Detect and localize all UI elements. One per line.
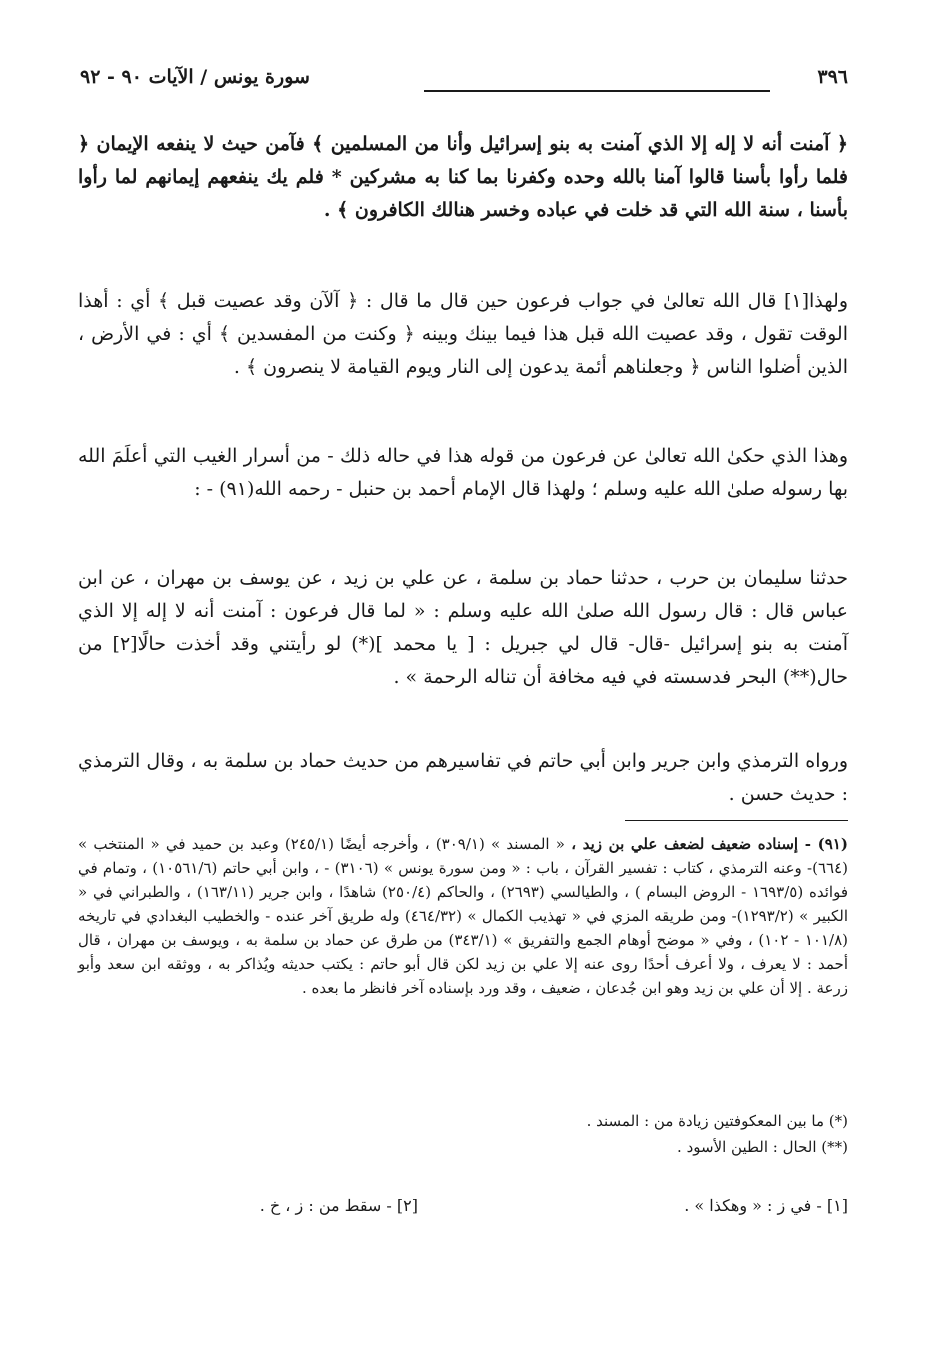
paragraph-narration-intro: وهذا الذي حكىٰ الله تعالىٰ عن فرعون من قوله هذا في حاله ذلك - من أسرار الغيب التي أعلَمَ الله بها رسوله صلىٰ الله عليه وسلم ؛ ولهذا قال الإمام أحمد بن حنبل - رحمه الله(٩١) - : — [78, 445, 848, 500]
apparatus-note-1: [١] - في ز : « وهكذا » . — [684, 1196, 848, 1215]
footnote-91 — [78, 832, 848, 1000]
paragraph-hadith: حدثنا سليمان بن حرب ، حدثنا حماد بن سلمة ، عن علي بن زيد ، عن يوسف بن مهران ، عن ابن عباس قال : قال رسول الله صلىٰ الله عليه وسلم : « لما قال فرعون : آمنت أنه لا إله إلا الذي آمنت به بنو إسرائيل -قال- قال لي جبريل : [ يا محمد ](*) لو رأيتني وقد أخذت حالًا[٢] من حال(**) البحر فدسسته في فيه مخافة أن تناله الرحمة » . — [78, 567, 849, 688]
editor-note-star: (*) ما بين المعكوفتين زيادة من : المسند . — [586, 1112, 848, 1130]
footnote-divider — [625, 820, 848, 821]
page-header — [80, 66, 848, 102]
editor-note-double-star: (**) الحال : الطين الأسود . — [677, 1138, 848, 1156]
paragraph-quran-verse: ﴿ آمنت أنه لا إله إلا الذي آمنت به بنو إسرائيل وأنا من المسلمين ﴾ فآمن حيث لا ينفعه الإيمان ﴿ فلما رأوا بأسنا قالوا آمنا بالله وحده وكفرنا بما كنا به مشركين * فلم يك ينفعهم إيمانهم لما رأوا بأسنا ، سنة الله التي قد خلت في عباده وخسر هنالك الكافرون ﴾ . — [78, 133, 848, 221]
page-number: ٣٩٦ — [817, 66, 848, 88]
footnotes — [78, 832, 848, 1000]
paragraph-tirmidhi: ورواه الترمذي وابن جرير وابن أبي حاتم في تفاسيرهم من حديث حماد بن سلمة به ، وقال الترمذي : حديث حسن . — [78, 750, 848, 805]
editor-notes — [78, 1108, 848, 1160]
main-text-block-4 — [78, 562, 848, 694]
main-text-block-3 — [78, 440, 848, 506]
footnote-label: (٩١) - إسناده ضعيف لضعف علي بن زيد ، — [571, 835, 848, 853]
running-title: سورة يونس / الآيات ٩٠ - ٩٢ — [80, 66, 310, 88]
main-text-block-5 — [78, 745, 848, 811]
apparatus-note-2: [٢] - سقط من : ز ، خ . — [259, 1196, 418, 1215]
critical-apparatus — [78, 1196, 848, 1224]
header-rule — [424, 90, 770, 92]
footnote-text: « المسند » (٣٠٩/١) ، وأخرجه أيضًا (٢٤٥/١) وعبد بن حميد في « المنتخب » (٦٦٤)- وعنه الترمذي ، كتاب : تفسير القرآن ، باب : « ومن سورة يونس » (٣١٠٦) - ، وابن أبي حاتم (١٠٥٦١/٦) ، وتمام في فوائده (١٦٩٣/٥ - الروض البسام ) ، والطيالسي (٢٦٩٣) ، والحاكم (٢٥٠/٤) شاهدًا ، وابن جرير (١٦٣/١١) ، والطبراني في « الكبير » (١٢٩٣/٢)- ومن طريقه المزي في « تهذيب الكمال » (٤٦٤/٣٢) وله طريق آخر عنده - والخطيب البغدادي في تاريخه (١٠١/٨ - ١٠٢) ، وفي « موضح أوهام الجمع والتفريق » (٣٤٣/١) من طرق عن حماد بن سلمة به ، ويوسف بن مهران ، قال أحمد : لا يعرف ، ولا أعرف أحدًا روى عنه إلا علي بن زيد لكن قال أبو حاتم : يكتب حديثه ويُذاكر به ، ووثقه ابن سعد وأبو زرعة . إلا أن علي بن زيد وهو ابن جُدعان ، ضعيف ، وقد ورد بإسناده آخر فانظر ما بعده . — [78, 835, 849, 997]
paragraph-commentary: ولهذا[١] قال الله تعالىٰ في جواب فرعون حين قال ما قال : ﴿ آلآن وقد عصيت قبل ﴾ أي : أهذا الوقت تقول ، وقد عصيت الله قبل هذا فيما بينك وبينه ﴿ وكنت من المفسدين ﴾ أي : في الأرض ، الذين أضلوا الناس ﴿ وجعلناهم أئمة يدعون إلى النار ويوم القيامة لا ينصرون ﴾ . — [78, 290, 848, 378]
main-text-block-1 — [78, 128, 848, 227]
main-text-block-2 — [78, 285, 848, 384]
